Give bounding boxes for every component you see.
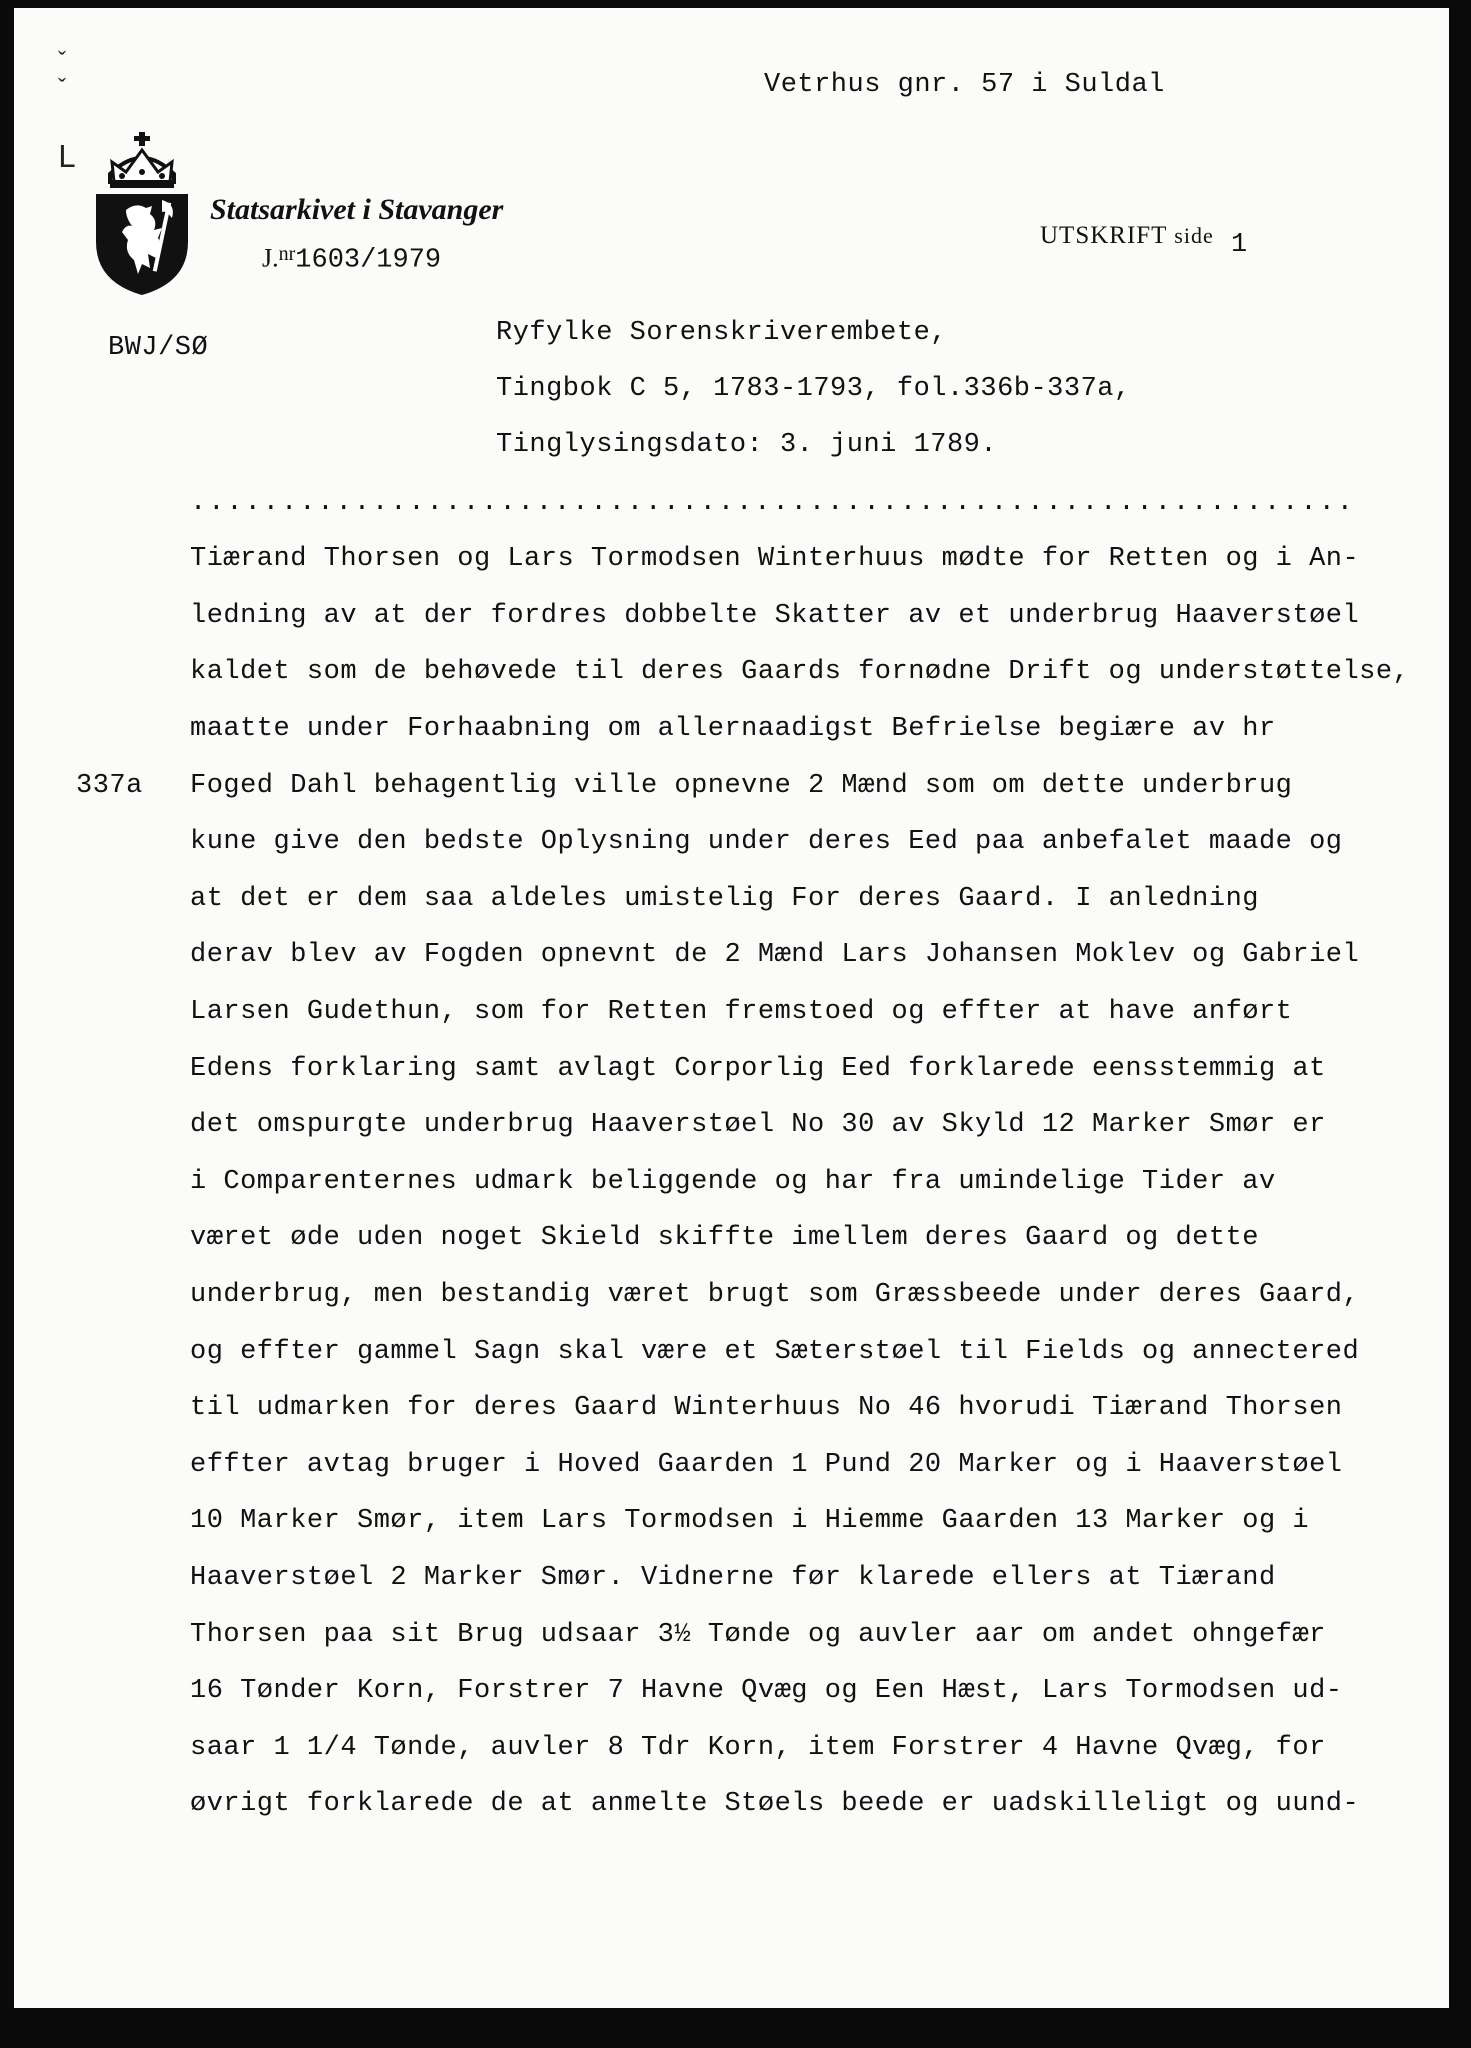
body-line: at det er dem saa aldeles umistelig For deres Gaard. I anledning <box>190 884 1259 914</box>
body-line: 10 Marker Smør, item Lars Tormodsen i Hiemme Gaarden 13 Marker og i <box>190 1506 1310 1536</box>
utskrift-header <box>1040 222 1249 260</box>
jnr-number: 1603/1979 <box>295 245 442 276</box>
body-line: derav blev av Fogden opnevnt de 2 Mænd Lars Johansen Moklev og Gabriel <box>190 940 1360 970</box>
scan-border-right <box>1449 0 1471 2048</box>
body-line: øvrigt forklarede de at anmelte Støels beede er uadskilleligt og uund- <box>190 1789 1360 1819</box>
jnr-sup: nr <box>278 243 296 265</box>
source-line: Ryfylke Sorenskriverembete, <box>496 318 947 348</box>
body-line: underbrug, men bestandig været brugt som Græssbeede under deres Gaard, <box>190 1280 1360 1310</box>
dotted-separator: ................................................................ <box>190 488 1355 518</box>
source-line: Tinglysingsdato: 3. juni 1789. <box>496 430 998 460</box>
journal-number <box>262 243 441 275</box>
body-line: Thorsen paa sit Brug udsaar 3½ Tønde og auvler aar om andet ohngefær <box>190 1620 1326 1650</box>
body-line: og effter gammel Sagn skal være et Sæterstøel til Fields og annectered <box>190 1337 1360 1367</box>
folio-margin-note: 337a <box>76 771 143 801</box>
body-line: saar 1 1/4 Tønde, auvler 8 Tdr Korn, item Forstrer 4 Havne Qvæg, for <box>190 1733 1326 1763</box>
side-label: side <box>1174 223 1214 248</box>
initials: BWJ/SØ <box>108 333 209 363</box>
body-line: kaldet som de behøvede til deres Gaards fornødne Drift og understøttelse, <box>190 657 1410 687</box>
body-line: Foged Dahl behagentlig ville opnevne 2 Mænd som om dette underbrug <box>190 771 1293 801</box>
scan-border-top <box>0 0 1471 8</box>
margin-mark-top: ˇ ˇ <box>58 48 66 101</box>
body-line: 16 Tønder Korn, Forstrer 7 Havne Qvæg og Een Hæst, Lars Tormodsen ud- <box>190 1676 1343 1706</box>
scan-border-bottom <box>0 2008 1471 2048</box>
page-number: 1 <box>1230 230 1249 260</box>
scan-border-left <box>0 0 14 2048</box>
body-line: Tiærand Thorsen og Lars Tormodsen Winterhuus mødte for Retten og i An- <box>190 544 1360 574</box>
body-line: Edens forklaring samt avlagt Corporlig Eed forklarede eensstemmig at <box>190 1054 1326 1084</box>
body-line: i Comparenternes udmark beliggende og har fra umindelige Tider av <box>190 1167 1276 1197</box>
body-line: til udmarken for deres Gaard Winterhuus No 46 hvorudi Tiærand Thorsen <box>190 1393 1343 1423</box>
source-line: Tingbok C 5, 1783-1793, fol.336b-337a, <box>496 374 1131 404</box>
body-line: maatte under Forhaabning om allernaadigst Befrielse begiære av hr <box>190 714 1276 744</box>
jnr-label: J. <box>262 243 279 273</box>
utskrift-label: UTSKRIFT <box>1040 222 1168 249</box>
document-reference: Vetrhus gnr. 57 i Suldal <box>764 70 1165 100</box>
body-line: Larsen Gudethun, som for Retten fremstoed og effter at have anført <box>190 997 1293 1027</box>
body-line: Haaverstøel 2 Marker Smør. Vidnerne før klarede ellers at Tiærand <box>190 1563 1276 1593</box>
body-line: kune give den bedste Oplysning under deres Eed paa anbefalet maade og <box>190 827 1343 857</box>
body-line: effter avtag bruger i Hoved Gaarden 1 Pund 20 Marker og i Haaverstøel <box>190 1450 1343 1480</box>
body-line: ledning av at der fordres dobbelte Skatter av et underbrug Haaverstøel <box>190 601 1360 631</box>
body-line: det omspurgte underbrug Haaverstøel No 30 av Skyld 12 Marker Smør er <box>190 1110 1326 1140</box>
body-line: været øde uden noget Skield skiffte imellem deres Gaard og dette <box>190 1223 1259 1253</box>
archive-name: Statsarkivet i Stavanger <box>210 193 504 226</box>
norwegian-coat-of-arms-icon <box>92 132 192 297</box>
margin-mark-handwritten: ᒪ <box>58 141 75 174</box>
